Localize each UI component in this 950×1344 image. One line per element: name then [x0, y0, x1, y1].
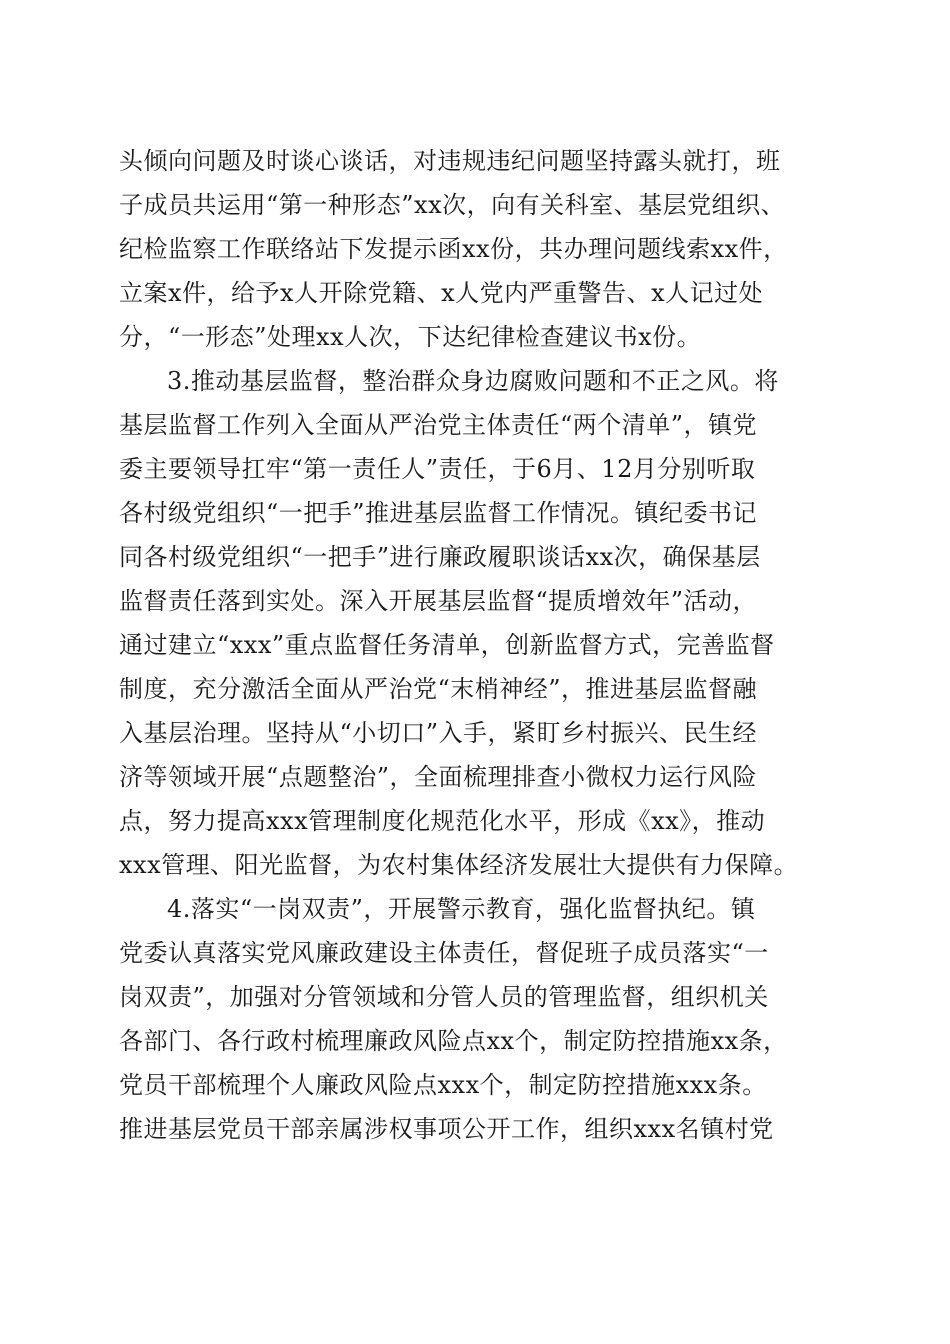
text-line: 入基层治理。坚持从“小切口”入手，紧盯乡村振兴、民生经 — [119, 719, 758, 747]
text-line: 推进基层党员干部亲属涉权事项公开工作，组织xxx名镇村党 — [119, 1115, 774, 1143]
text-line: 纪检监察工作联络站下发提示函xx份，共办理问题线索xx件， — [119, 235, 788, 263]
text-line: 子成员共运用“第一种形态”xx次，向有关科室、基层党组织、 — [119, 191, 786, 219]
text-line: 头倾向问题及时谈心谈话，对违规违纪问题坚持露头就打，班 — [119, 147, 781, 175]
text-line: 通过建立“xxx”重点监督任务清单，创新监督方式，完善监督 — [119, 631, 775, 659]
text-line: 点，努力提高xxx管理制度化规范化水平，形成《xx》，推动 — [119, 807, 766, 835]
text-line: 基层监督工作列入全面从严治党主体责任“两个清单”，镇党 — [119, 411, 758, 439]
section-3-heading-line: 3.推动基层监督，整治群众身边腐败问题和不正之风。将 — [167, 367, 779, 395]
text-line: 分，“一形态”处理xx人次，下达纪律检查建议书x份。 — [119, 323, 702, 351]
text-line: xxx管理、阳光监督，为农村集体经济发展壮大提供有力保障。 — [119, 851, 799, 879]
text-line: 各部门、各行政村梳理廉政风险点xx个，制定防控措施xx条， — [119, 1027, 788, 1055]
text-line: 党员干部梳理个人廉政风险点xxx个，制定防控措施xxx条。 — [119, 1071, 767, 1099]
text-line: 同各村级党组织“一把手”进行廉政履职谈话xx次，确保基层 — [119, 543, 761, 571]
text-line: 立案x件，给予x人开除党籍、x人党内严重警告、x人记过处 — [119, 279, 764, 307]
text-line: 各村级党组织“一把手”推进基层监督工作情况。镇纪委书记 — [119, 499, 758, 527]
body-text — [119, 139, 839, 1151]
text-line: 监督责任落到实处。深入开展基层监督“提质增效年”活动， — [119, 587, 758, 615]
text-line: 济等领域开展“点题整治”，全面梳理排查小微权力运行风险 — [119, 763, 758, 791]
text-line: 党委认真落实党风廉政建设主体责任，督促班子成员落实“一 — [119, 939, 769, 967]
text-line: 岗双责”，加强对分管领域和分管人员的管理监督，组织机关 — [119, 983, 769, 1011]
text-line: 制度，充分激活全面从严治党“末梢神经”，推进基层监督融 — [119, 675, 758, 703]
section-4-heading-line: 4.落实“一岗双责”，开展警示教育，强化监督执纪。镇 — [167, 895, 756, 923]
text-line: 委主要领导扛牢“第一责任人”责任，于6月、12月分别听取 — [119, 455, 756, 483]
